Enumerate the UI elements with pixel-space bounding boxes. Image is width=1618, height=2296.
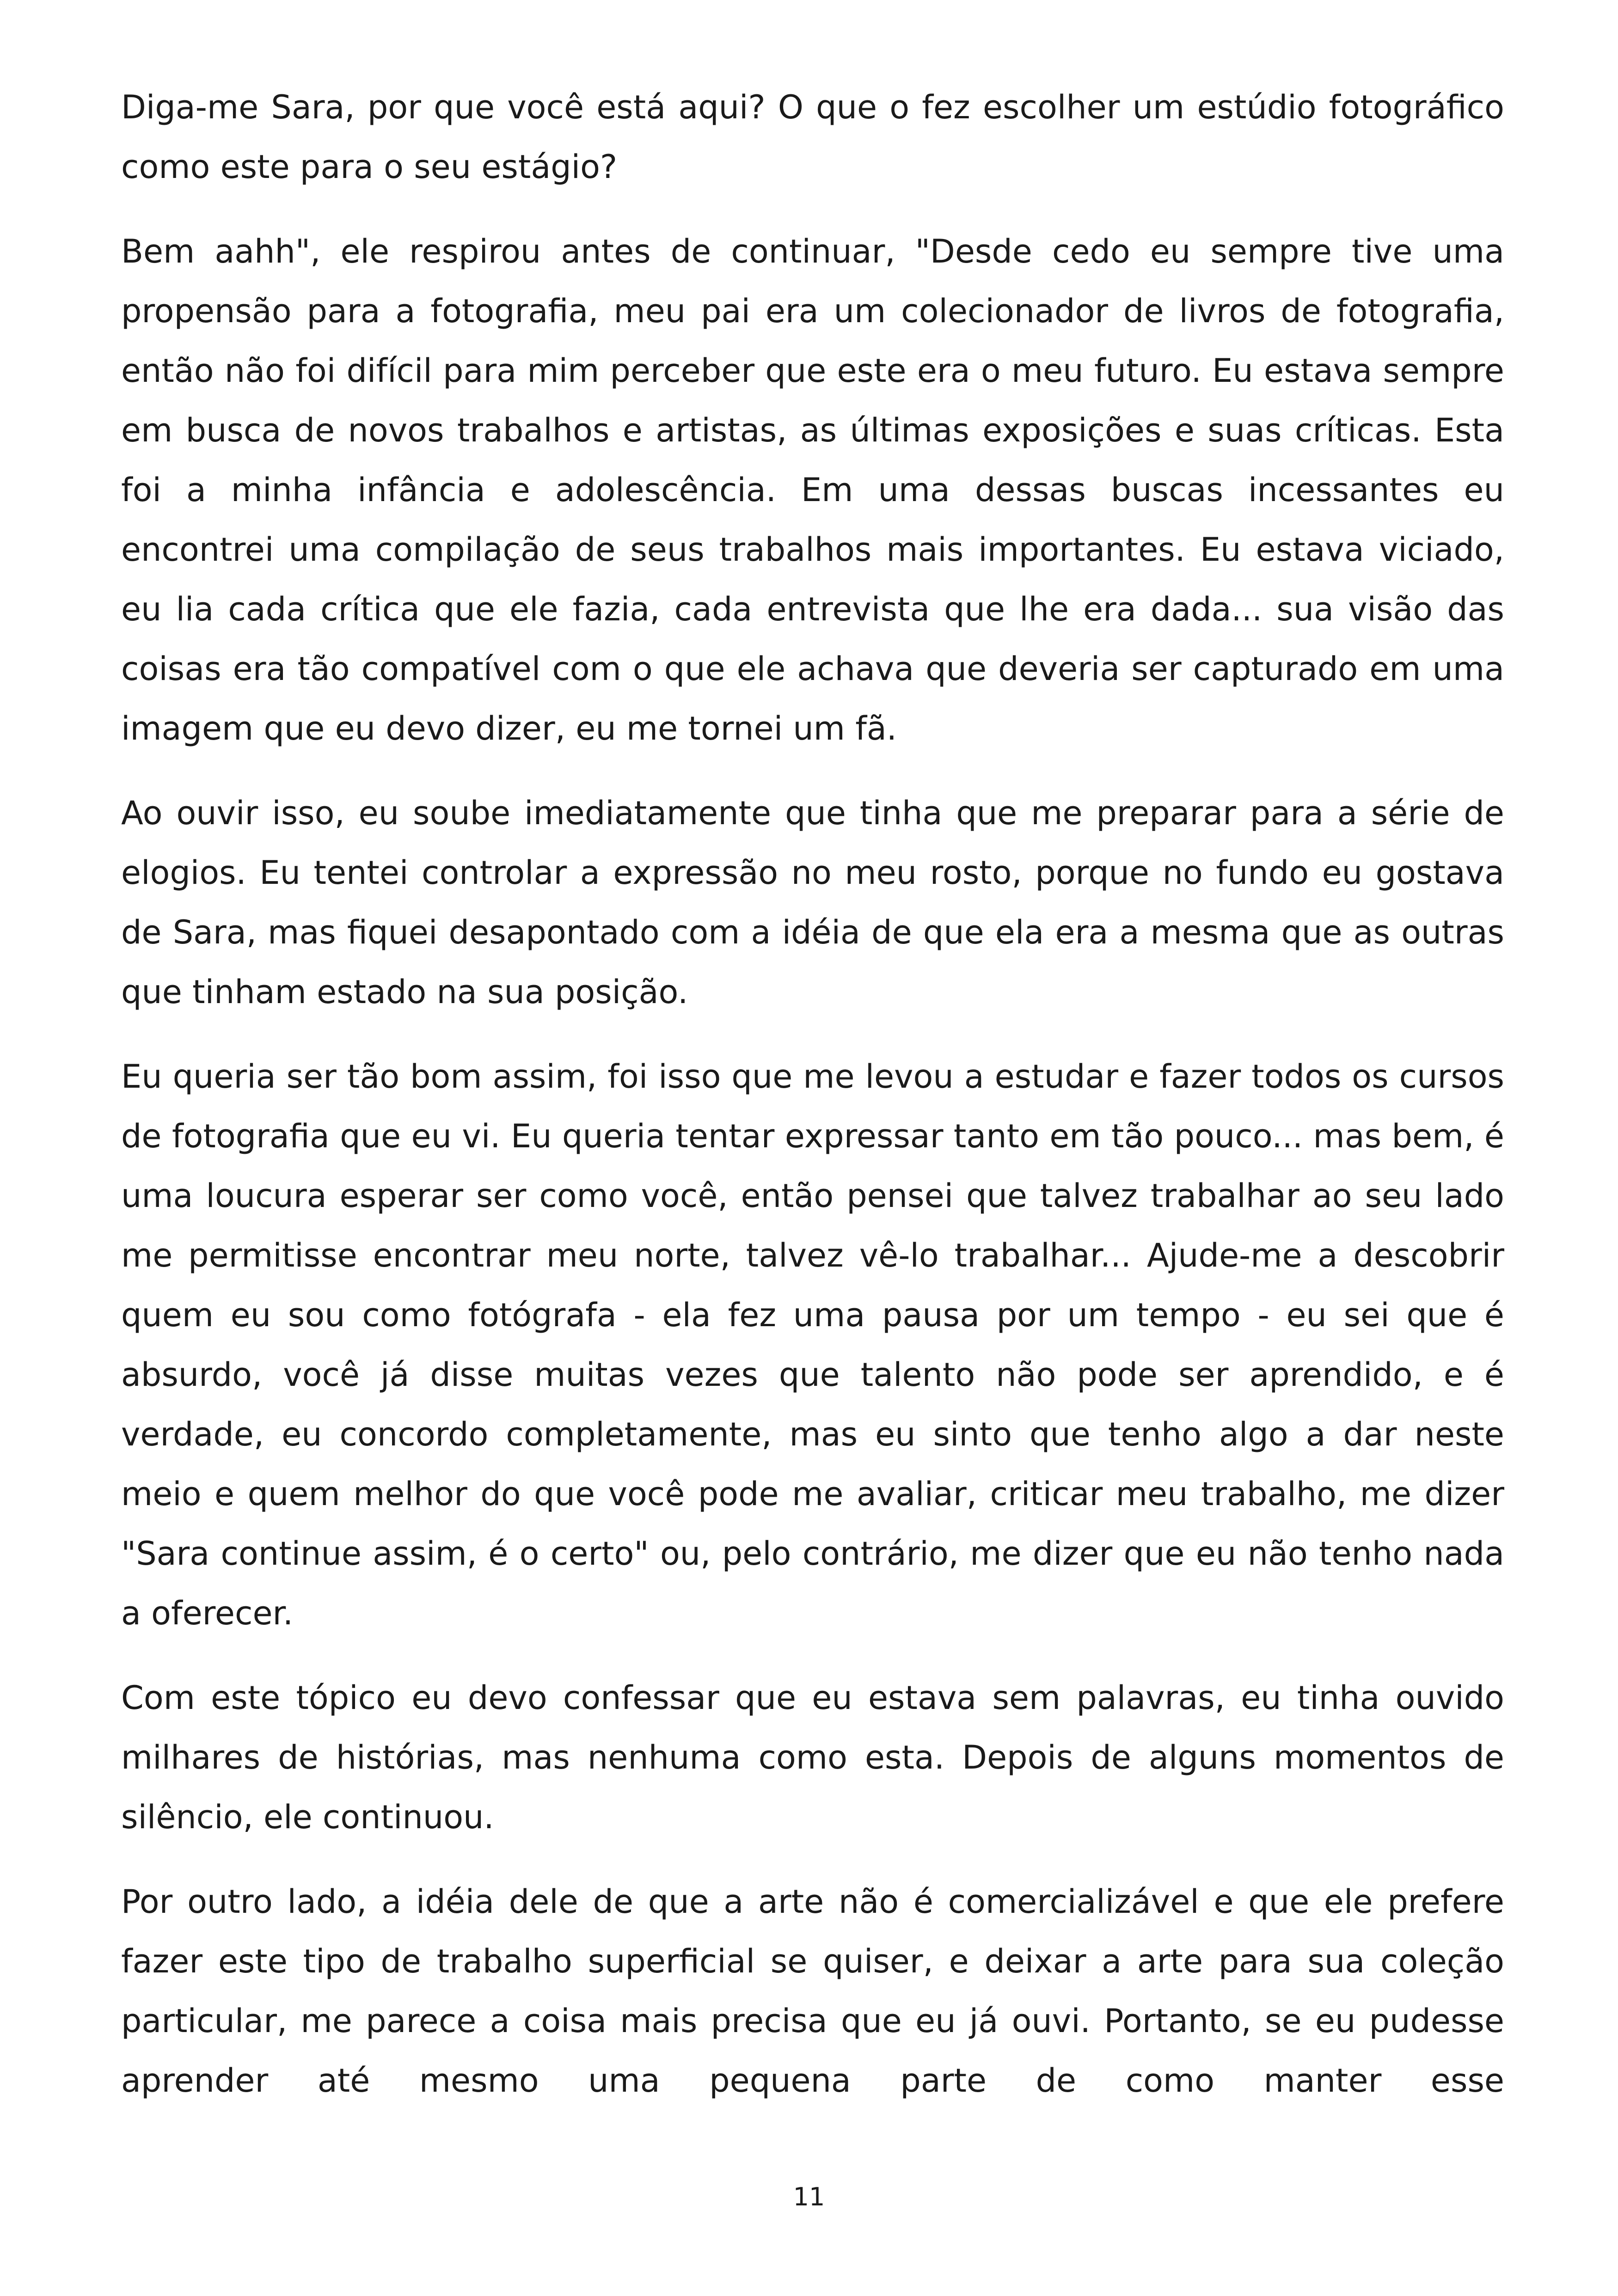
paragraph: Eu queria ser tão bom assim, foi isso que me levou a estudar e fazer todos os cursos de fotografia que eu vi. Eu queria tentar expressar tanto em tão pouco... mas bem, é uma loucura esperar ser como você, então pensei que talvez trabalhar ao seu lado me permitisse encontrar meu norte, talvez vê-lo trabalhar... Ajude-me a descobrir quem eu sou como fotógrafa - ela fez uma pausa por um tempo - eu sei que é absurdo, você já disse muitas vezes que talento não pode ser aprendido, e é verdade, eu concordo completamente, mas eu sinto que tenho algo a dar neste meio e quem melhor do que você pode me avaliar, criticar meu trabalho, me dizer "Sara continue assim, é o certo" ou, pelo contrário, me dizer que eu não tenho nada a oferecer. [121,1058,1504,1632]
paragraph-continued: Por outro lado, a idéia dele de que a arte não é comercializável e que ele prefere fazer este tipo de trabalho superficial se quiser, e deixar a arte para sua coleção particular, me parece a coisa mais precisa que eu já ouvi. Portanto, se eu pudesse aprender até mesmo uma pequena parte de como manter esse [121,1883,1504,2100]
paragraph: Ao ouvir isso, eu soube imediatamente que tinha que me preparar para a série de elogios. Eu tentei controlar a expressão no meu rosto, porque no fundo eu gostava de Sara, mas fiquei desapontado com a idéia de que ela era a mesma que as outras que tinham estado na sua posição. [121,794,1504,1011]
paragraph: Com este tópico eu devo confessar que eu estava sem palavras, eu tinha ouvido milhares de histórias, mas nenhuma como esta. Depois de alguns momentos de silêncio, ele continuou. [121,1679,1504,1836]
paragraph: Diga-me Sara, por que você está aqui? O que o fez escolher um estúdio fotográfico como este para o seu estágio? [121,88,1504,186]
body-text [121,78,1504,2111]
page-number: 11 [793,2182,825,2211]
paragraph: Bem aahh", ele respirou antes de continuar, "Desde cedo eu sempre tive uma propensão para a fotografia, meu pai era um colecionador de livros de fotografia, então não foi difícil para mim perceber que este era o meu futuro. Eu estava sempre em busca de novos trabalhos e artistas, as últimas exposições e suas críticas. Esta foi a minha infância e adolescência. Em uma dessas buscas incessantes eu encontrei uma compilação de seus trabalhos mais importantes. Eu estava viciado, eu lia cada crítica que ele fazia, cada entrevista que lhe era dada... sua visão das coisas era tão compatível com o que ele achava que deveria ser capturado em uma imagem que eu devo dizer, eu me tornei um fã. [121,233,1504,747]
